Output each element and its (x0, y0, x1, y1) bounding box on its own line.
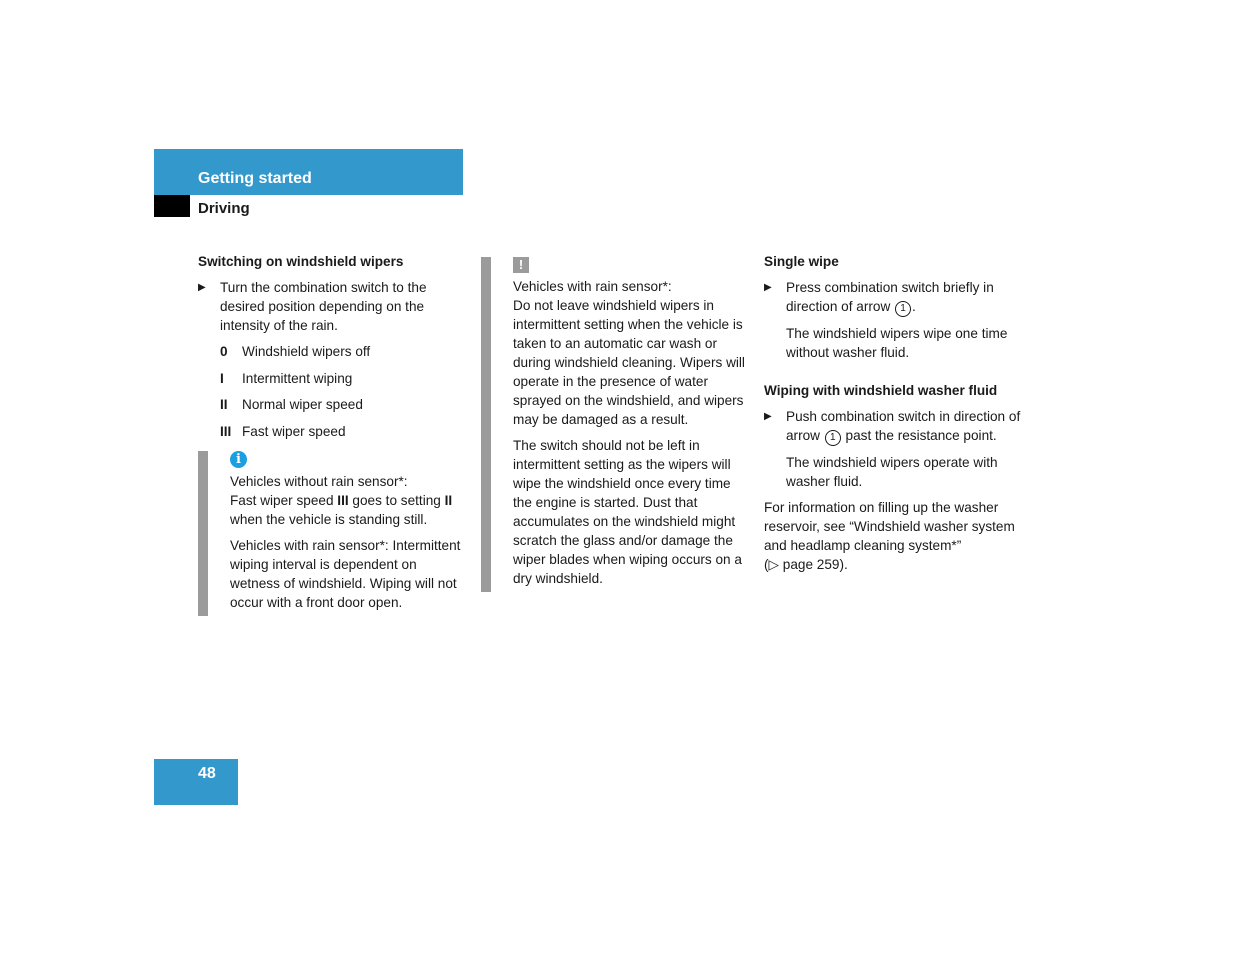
setting-key: 0 (220, 344, 228, 359)
instruction-step (764, 407, 1039, 446)
setting-item (198, 369, 468, 388)
setting-label: Normal wiper speed (242, 397, 363, 412)
bullet-arrow-icon: ▶ (764, 411, 772, 422)
instruction-step (198, 278, 468, 335)
page-number: 48 (198, 765, 216, 782)
heading-single-wipe: Single wipe (764, 254, 839, 269)
section-title: Getting started (198, 170, 312, 187)
info-note (198, 451, 468, 616)
warning-para-2: The switch should not be left in intermittent setting as the wipers will wipe the windshield once every time the engine is started. Dust that accumulates on the windshield might scratch the glass and/or damage the wiper blades when wiping occurs on a dry windshield. (513, 438, 742, 586)
subsection-title: Driving (198, 200, 250, 217)
page-reference-link[interactable]: (▷ page 259). (764, 557, 848, 572)
arrow-number-icon: 1 (895, 301, 911, 317)
instruction-text: Turn the combination switch to the desired position depending on the intensity of the rain. (220, 280, 427, 333)
result-text: The windshield wipers wipe one time without washer fluid. (786, 326, 1008, 360)
setting-item (198, 422, 468, 441)
bullet-arrow-icon: ▶ (198, 282, 206, 293)
warning-note (481, 257, 751, 592)
instruction-text: Push combination switch in direction of arrow 1 past the resistance point. (786, 409, 1020, 443)
column-middle (481, 257, 751, 592)
setting-item (198, 395, 468, 414)
reference-text: For information on filling up the washer reservoir, see “Windshield washer system and headlamp cleaning system*” (▷ page 259). (764, 500, 1015, 572)
column-left (198, 252, 468, 616)
page-number-box (154, 759, 238, 805)
arrow-number-icon: 1 (825, 430, 841, 446)
result-text: The windshield wipers operate with washer fluid. (786, 455, 998, 489)
setting-label: Intermittent wiping (242, 370, 353, 386)
heading-washer-fluid: Wiping with windshield washer fluid (764, 383, 998, 398)
warning-icon: ! (513, 257, 529, 273)
setting-label: Windshield wipers off (242, 344, 371, 359)
instruction-step (764, 278, 1039, 317)
column-right (764, 252, 1039, 574)
heading-switching-wipers: Switching on windshield wipers (198, 254, 404, 269)
setting-label: Fast wiper speed (242, 423, 346, 439)
info-icon: i (230, 451, 247, 468)
bullet-arrow-icon: ▶ (764, 282, 772, 293)
info-para-1: Vehicles without rain sensor*: Fast wiper speed III goes to setting II when the vehicle is standing still. (230, 473, 453, 527)
instruction-text: Press combination switch briefly in direction of arrow 1 . (786, 280, 994, 314)
section-marker (154, 195, 190, 217)
warning-para-1: Vehicles with rain sensor*: Do not leave windshield wipers in intermittent setting when the vehicle is taken to an automatic car wash or during windshield cleaning. Wipers will operate in the presence of water sprayed on the windshield, and wipers may be damaged as a result. (513, 279, 745, 427)
setting-key: II (220, 397, 228, 412)
setting-item (198, 342, 468, 361)
info-para-2: Vehicles with rain sensor*: Intermittent wiping interval is dependent on wetness of windshield. Wiping will not occur with a front door open. (230, 537, 461, 610)
setting-key: III (220, 423, 232, 439)
setting-key: I (220, 370, 224, 386)
